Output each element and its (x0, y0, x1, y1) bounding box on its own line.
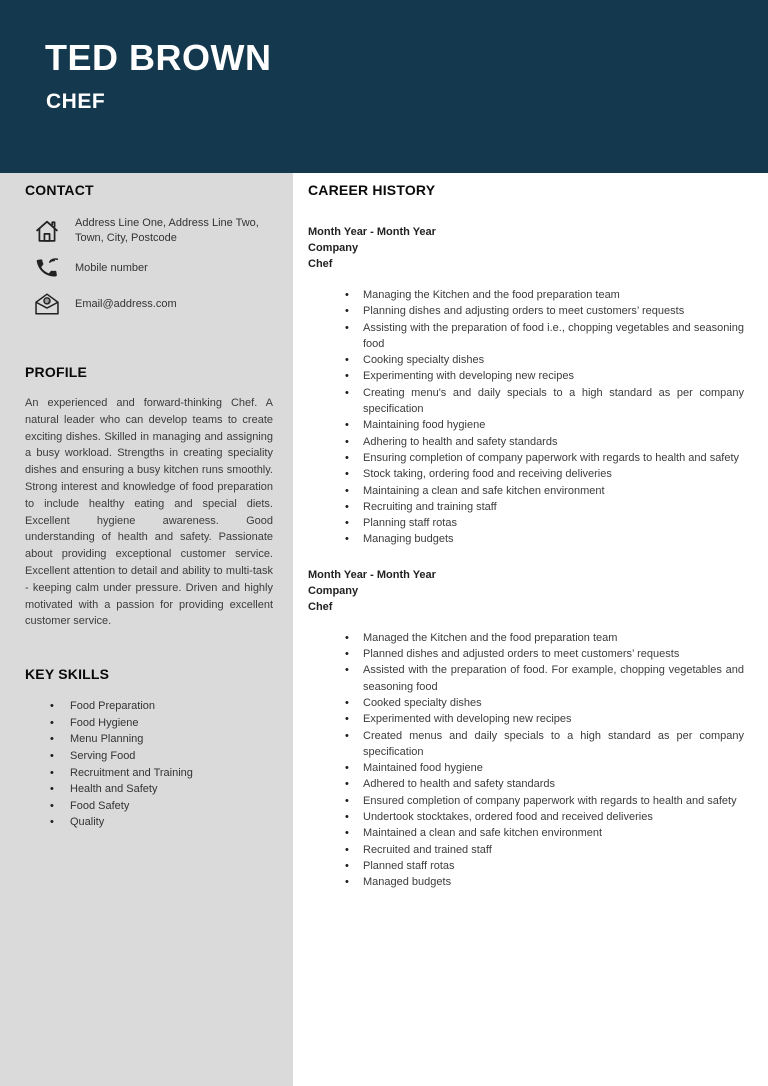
job-bullet: • Managing the Kitchen and the food preparation team (308, 287, 744, 303)
job-bullet-list (308, 287, 744, 548)
job-bullet: • Experimenting with developing new recipes (308, 368, 744, 384)
job-bullet: • Planning staff rotas (308, 515, 744, 531)
job-bullet: • Maintaining a clean and safe kitchen environment (308, 483, 744, 499)
job-bullet: • Created menus and daily specials to a high standard as per company specification (308, 728, 744, 761)
job-bullet: • Cooked specialty dishes (308, 695, 744, 711)
skill-item: • Food Safety (25, 798, 273, 815)
job-bullet: • Managed the Kitchen and the food preparation team (308, 630, 744, 646)
skill-item: • Health and Safety (25, 781, 273, 798)
job-bullet: • Undertook stocktakes, ordered food and received deliveries (308, 809, 744, 825)
skill-item: • Food Hygiene (25, 715, 273, 732)
job-bullet-list (308, 630, 744, 891)
skill-item: • Serving Food (25, 748, 273, 765)
key-skills-heading: KEY SKILLS (25, 666, 110, 683)
profile-heading: PROFILE (25, 364, 88, 380)
candidate-name: TED BROWN (45, 37, 272, 78)
contact-heading: CONTACT (25, 182, 94, 198)
job-dates: Month Year - Month Year (308, 226, 436, 238)
sidebar (0, 173, 293, 1086)
phone-icon (32, 255, 62, 281)
job-company: Company (308, 584, 359, 597)
job-dates: Month Year - Month Year (308, 568, 436, 581)
job-entry-1 (308, 224, 744, 548)
job-bullet: • Assisted with the preparation of food. For example, chopping vegetables and seasoning food (308, 662, 744, 695)
job-entry-2 (308, 567, 744, 891)
contact-row-address (25, 216, 273, 246)
job-bullet: • Planning dishes and adjusting orders to meet customers’ requests (308, 303, 744, 319)
email-icon (32, 290, 62, 318)
job-bullet: • Adhering to health and safety standards (308, 434, 744, 450)
job-bullet: • Maintained a clean and safe kitchen environment (308, 825, 744, 841)
job-role: Chef (308, 258, 333, 270)
job-bullet: • Ensuring completion of company paperwork with regards to health and safety (308, 450, 744, 466)
skill-item: • Menu Planning (25, 731, 273, 748)
job-company: Company (308, 242, 359, 254)
job-bullet: • Recruited and trained staff (308, 842, 744, 858)
svg-text:@: @ (43, 296, 51, 306)
job-bullet: • Assisting with the preparation of food i.e., chopping vegetables and seasoning food (308, 320, 744, 353)
profile-text: An experienced and forward-thinking Chef. A natural leader who can develop teams to create exciting dishes. Skilled in managing and assigning a busy workload. Strengths in creating speciality dishes and ensuring a busy kitchen runs smoothly. Strong interest and knowledge of food preparation to include healthy eating and special diets. Excellent hygiene awareness. Good understanding of health and safety. Passionate about providing exceptional customer service. Excellent attention to detail and ability to multi-task - keeping calm under pressure. Driven and highly motivated with a passion for providing excellent customer service. (25, 397, 273, 628)
job-bullet: • Planned staff rotas (308, 858, 744, 874)
contact-address: Address Line One, Address Line Two, Town, City, Postcode (75, 217, 259, 244)
job-bullet: • Stock taking, ordering food and receiving deliveries (308, 466, 744, 482)
header-band (0, 0, 768, 173)
contact-phone: Mobile number (75, 261, 148, 274)
skill-item: • Quality (25, 814, 273, 831)
job-bullet: • Recruiting and training staff (308, 499, 744, 515)
contact-email: Email@address.com (75, 297, 177, 310)
job-bullet: • Cooking specialty dishes (308, 352, 744, 368)
job-bullet: • Planned dishes and adjusted orders to meet customers’ requests (308, 646, 744, 662)
job-bullet: • Adhered to health and safety standards (308, 776, 744, 792)
contact-row-email (25, 290, 273, 318)
contact-list (25, 216, 273, 318)
job-bullet: • Maintained food hygiene (308, 760, 744, 776)
contact-row-phone (25, 255, 273, 281)
job-bullet: • Managed budgets (308, 874, 744, 890)
job-bullet: • Managing budgets (308, 531, 744, 547)
candidate-role: CHEF (46, 90, 106, 113)
key-skills-list (25, 698, 273, 831)
job-bullet: • Creating menu's and daily specials to a high standard as per company specification (308, 385, 744, 418)
main-column (293, 173, 768, 1086)
home-icon (32, 217, 62, 245)
career-history-heading: CAREER HISTORY (308, 182, 436, 198)
skill-item: • Food Preparation (25, 698, 273, 715)
job-bullet: • Experimented with developing new recipes (308, 711, 744, 727)
job-bullet: • Maintaining food hygiene (308, 417, 744, 433)
job-role: Chef (308, 600, 333, 613)
job-bullet: • Ensured completion of company paperwork with regards to health and safety (308, 793, 744, 809)
skill-item: • Recruitment and Training (25, 765, 273, 782)
